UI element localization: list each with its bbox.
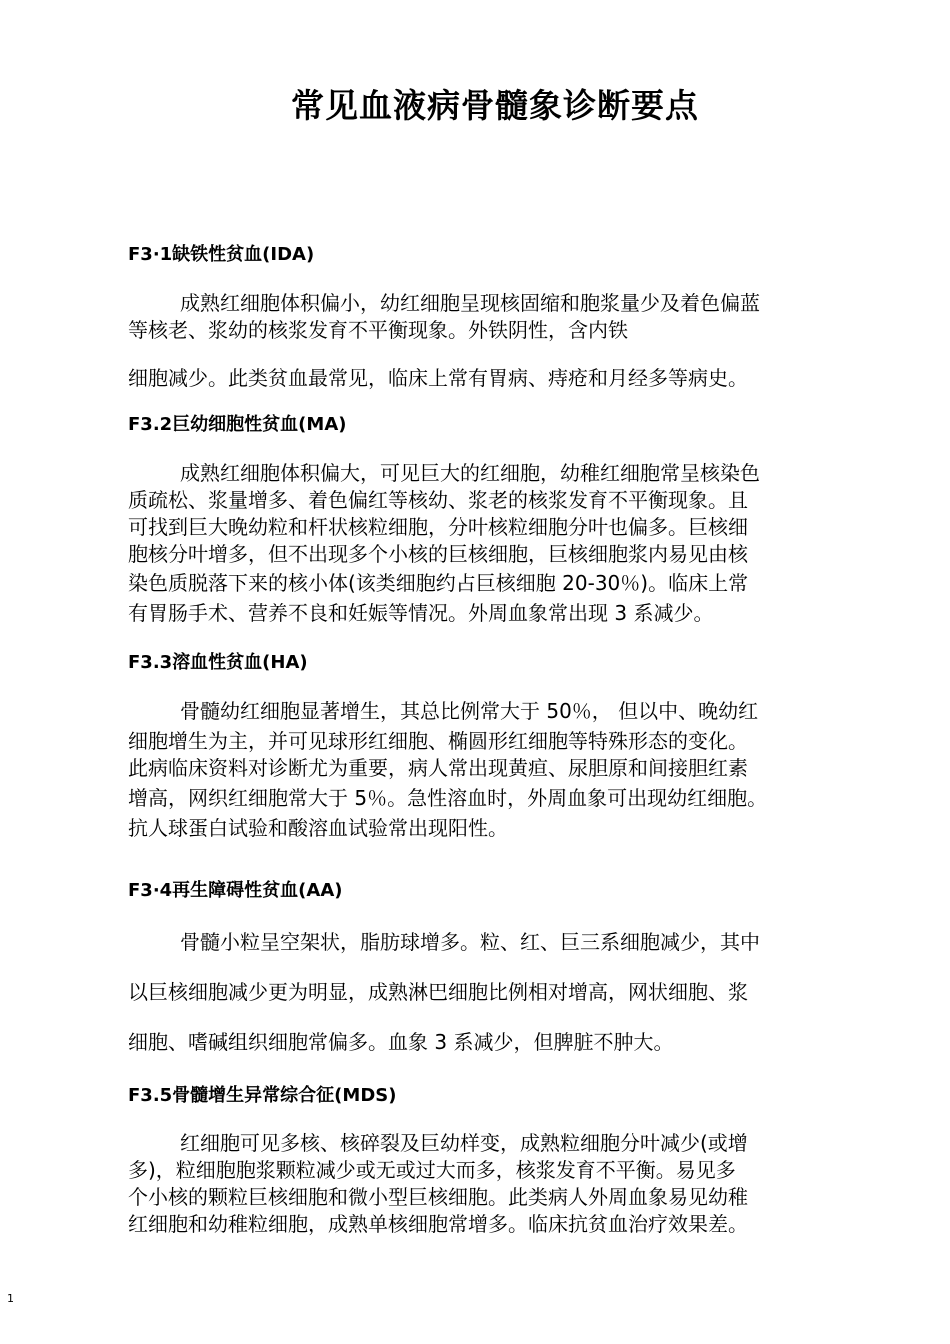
paragraph-line: 细胞、嗜碱组织细胞常偏多。血象 3 系减少，但脾脏不肿大。: [128, 1030, 674, 1054]
paragraph-line: 红细胞和幼稚粒细胞，成熟单核细胞常增多。临床抗贫血治疗效果差。: [128, 1212, 748, 1236]
paragraph-line: 多)，粒细胞胞浆颗粒减少或无或过大而多，核浆发育不平衡。易见多: [128, 1158, 736, 1182]
section-heading-ha: F3.3溶血性贫血(HA): [128, 652, 308, 673]
paragraph-line: 增高，网织红细胞常大于 5％。急性溶血时，外周血象可出现幼红细胞。: [128, 786, 768, 810]
paragraph-line: 质疏松、浆量增多、着色偏红等核幼、浆老的核浆发育不平衡现象。且: [128, 488, 748, 512]
paragraph-line: 个小核的颗粒巨核细胞和微小型巨核细胞。此类病人外周血象易见幼稚: [128, 1185, 748, 1209]
paragraph-line: 以巨核细胞减少更为明显，成熟淋巴细胞比例相对增高，网状细胞、浆: [128, 980, 748, 1004]
section-heading-mds: F3.5骨髓增生异常综合征(MDS): [128, 1085, 397, 1106]
paragraph-line: 骨髓小粒呈空架状，脂肪球增多。粒、红、巨三系细胞减少，其中: [180, 930, 760, 954]
paragraph-line: 成熟红细胞体积偏小，幼红细胞呈现核固缩和胞浆量少及着色偏蓝: [180, 291, 760, 315]
paragraph-line: 红细胞可见多核、核碎裂及巨幼样变，成熟粒细胞分叶减少(或增: [180, 1131, 748, 1155]
paragraph-line: 胞核分叶增多，但不出现多个小核的巨核细胞，巨核细胞浆内易见由核: [128, 542, 748, 566]
section-heading-ida: F3·1缺铁性贫血(IDA): [128, 244, 315, 265]
paragraph-line: 骨髓幼红细胞显著增生，其总比例常大于 50％， 但以中、晚幼红: [180, 699, 759, 723]
paragraph-line: 细胞减少。此类贫血最常见，临床上常有胃病、痔疮和月经多等病史。: [128, 366, 748, 390]
paragraph-line: 可找到巨大晚幼粒和杆状核粒细胞，分叶核粒细胞分叶也偏多。巨核细: [128, 515, 748, 539]
paragraph-line: 抗人球蛋白试验和酸溶血试验常出现阳性。: [128, 816, 508, 840]
document-title: 常见血液病骨髓象诊断要点: [291, 86, 699, 125]
page-number: 1: [7, 1292, 14, 1305]
section-heading-aa: F3·4再生障碍性贫血(AA): [128, 880, 343, 901]
paragraph-line: 细胞增生为主，并可见球形红细胞、椭圆形红细胞等特殊形态的变化。: [128, 729, 748, 753]
paragraph-line: 此病临床资料对诊断尤为重要，病人常出现黄疸、尿胆原和间接胆红素: [128, 756, 748, 780]
section-heading-ma: F3.2巨幼细胞性贫血(MA): [128, 414, 347, 435]
paragraph-line: 染色质脱落下来的核小体(该类细胞约占巨核细胞 20-30％)。临床上常: [128, 571, 749, 595]
paragraph-line: 等核老、浆幼的核浆发育不平衡现象。外铁阴性，含内铁: [128, 318, 628, 342]
paragraph-line: 有胃肠手术、营养不良和妊娠等情况。外周血象常出现 3 系减少。: [128, 601, 714, 625]
paragraph-line: 成熟红细胞体积偏大，可见巨大的红细胞，幼稚红细胞常呈核染色: [180, 461, 760, 485]
